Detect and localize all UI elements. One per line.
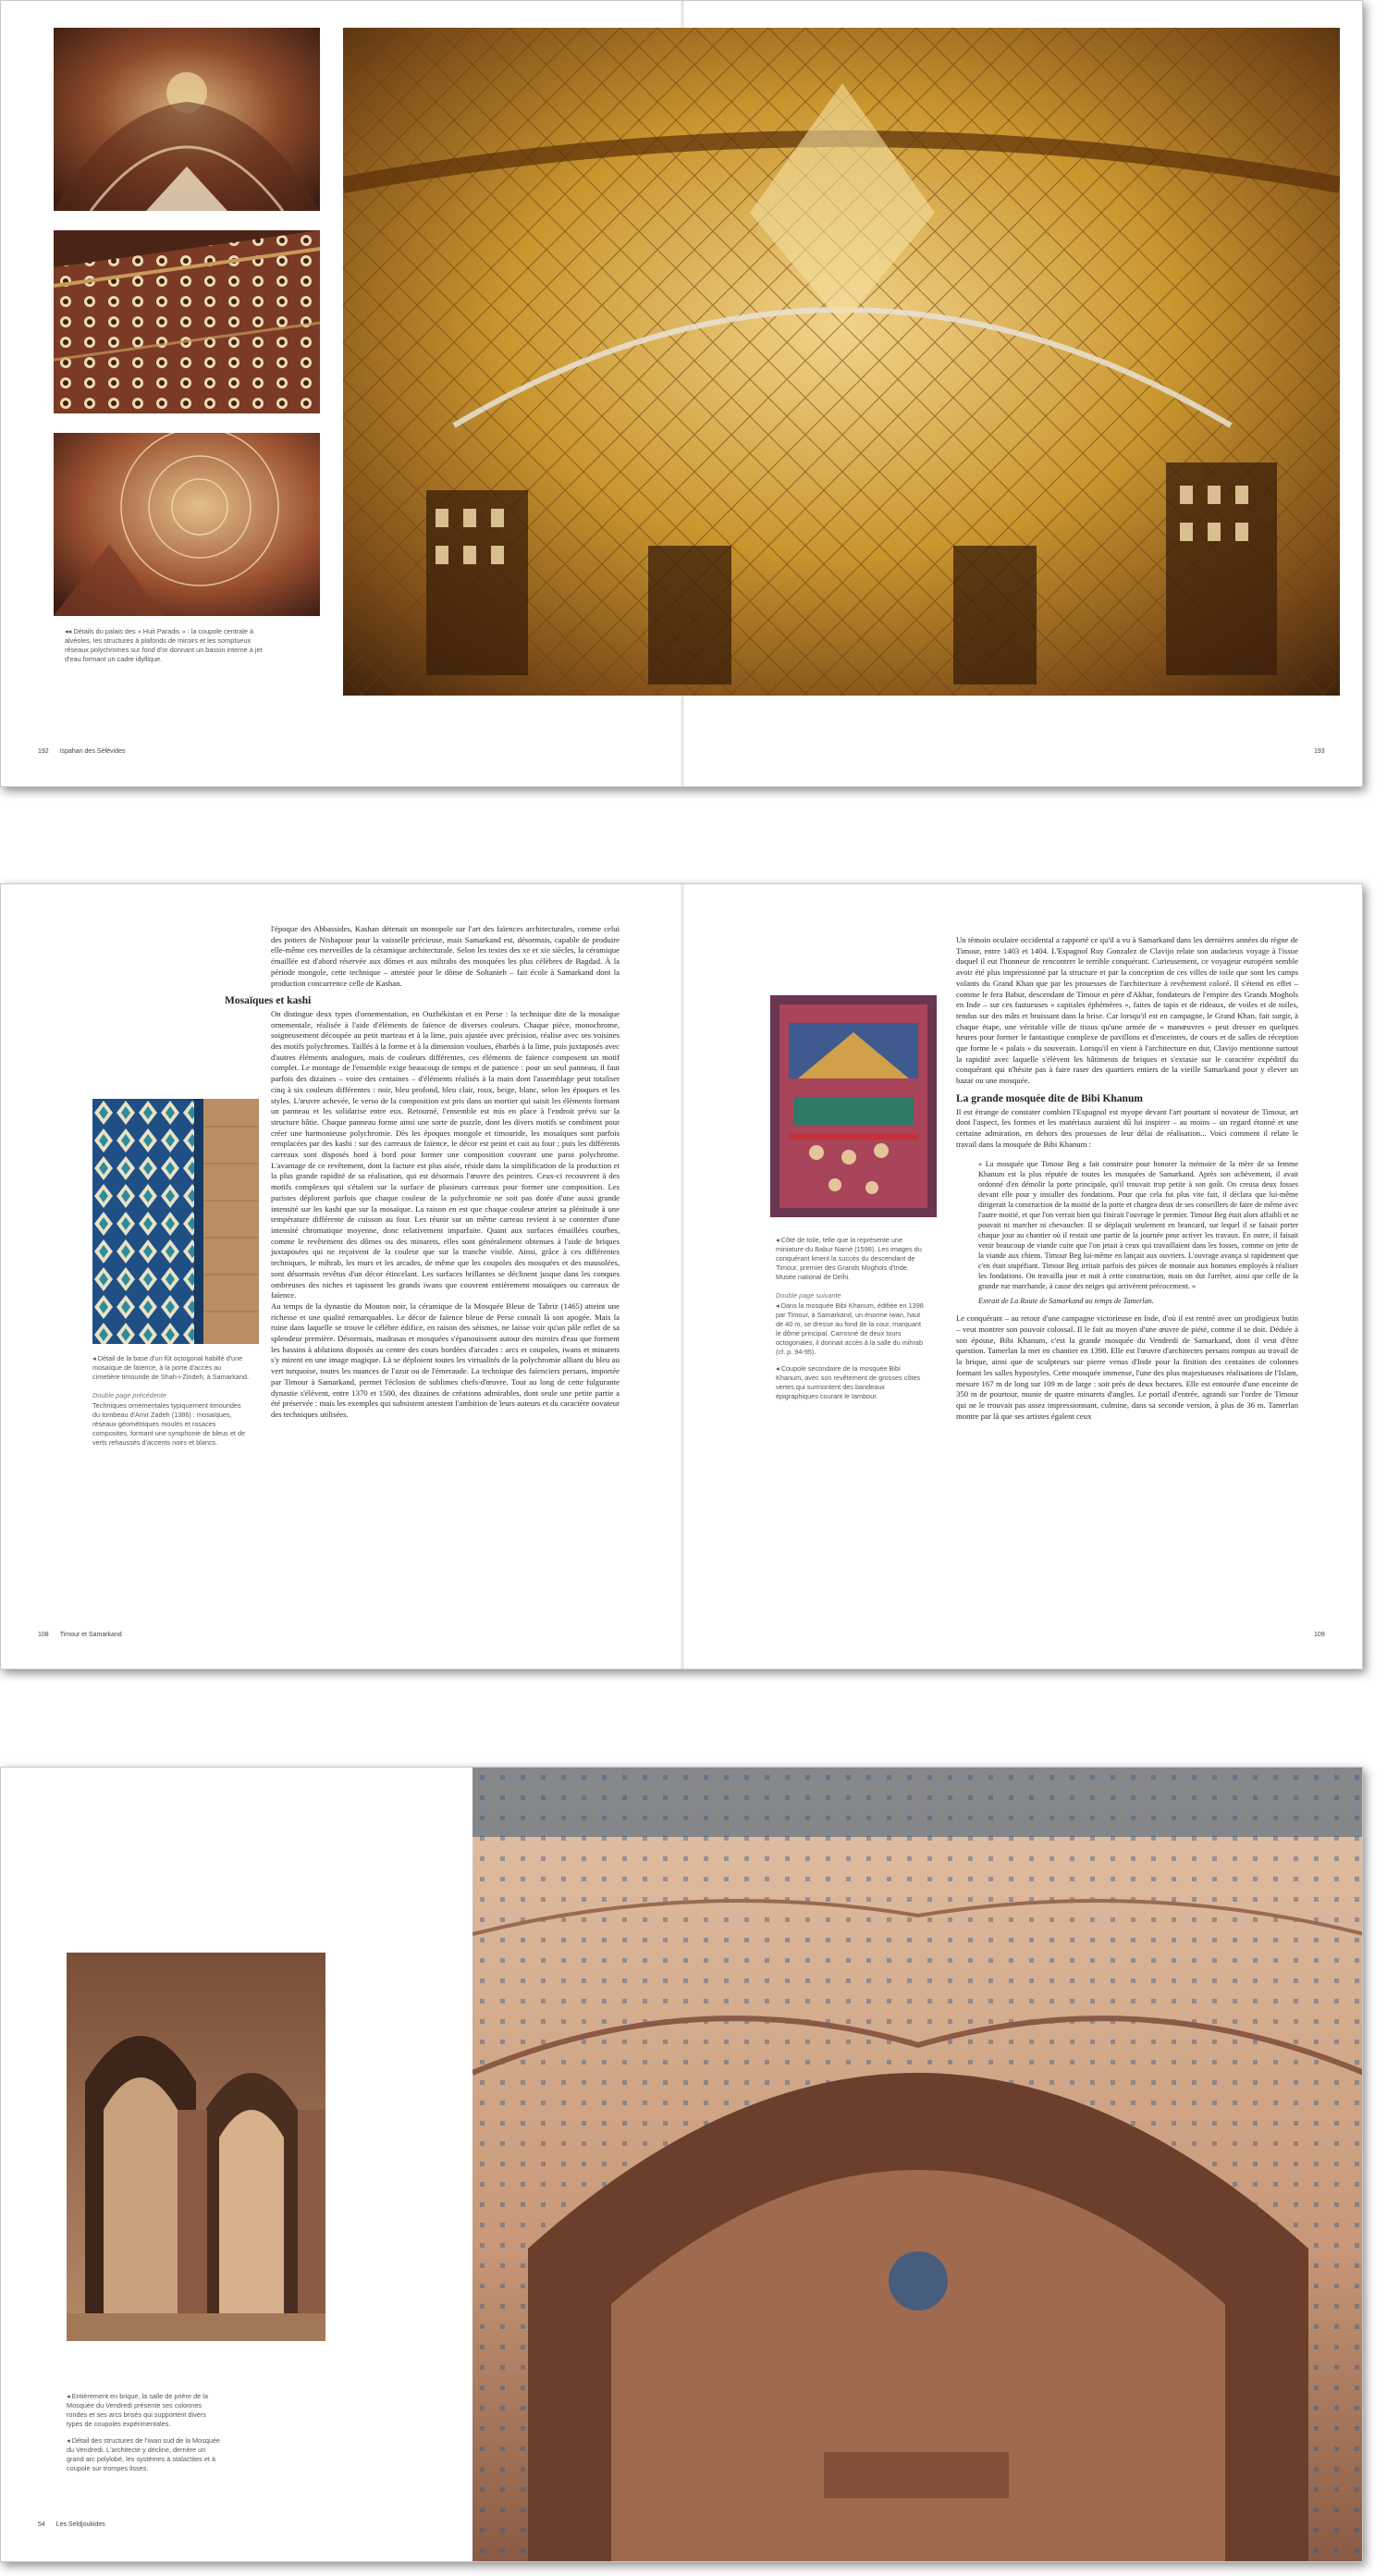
text-column-right [956,935,1298,1422]
photo-octagonal-column [92,1099,259,1344]
quote-text: « La mosquée que Timour Beg a fait construire pour honorer la mémoire de la mère de sa femme Khanum est la plus réputée de toutes les mosquées de Samarkand. Après son achèvement, il avait ordonné d'en démolir la porte principale, qu'il trouvait trop petite à son goût. On creusa deux fosses devant elle pour y installer des fondations. Pour que cela fut plus vite fait, il déclara que lui-même dirigerait la construction de la moitié de la porte et chargea deux de ses conseillers de faire de même avec l'autre moitié, et que l'on verrait bien qui finirait l'ouvrage le premier. Timour Beg était alors affaibli et ne pouvait ni marcher ni chevaucher. Il se déplaçait seulement en brancard, sur lequel il se faisait porter chaque jour au chantier où il restait une partie de la journée pour activer les travaux. En outre, il faisait venir beaucoup de viande cuite que l'on jetait à ceux qui travaillaient dans les fosses, comme on jette de la viande aux chiens. Timour Beg lui-même en lançait aux ouvriers. L'ouvrage avança si rapidement que c'en était stupéfiant. Timour Beg irritait parfois des pièces de monnaie aux hommes employés à réaliser les fondations. On travailla jour et nuit à cette construction, mais on dut l'arrêter, ainsi que celle de la grande rue marchande, à cause des neiges qui arrivèrent précocement. » [978,1160,1298,1291]
text-column-left [225,924,620,1421]
caption-huit-paradis: ◂◂ Détails du palais des « Huit Paradis » : la coupole centrale à alvéoles, les structures à plafonds de miroirs et les somptueux réseaux polychromes sur fond d'or donnant un bassin interne à jet d'eau formant un cadre idyllique. [65,627,263,663]
photo-muqarnas-dome [54,433,320,616]
caption-bibi-khanum-iwan: ◂ Dans la mosquée Bibi Khanum, édifiée en 1398 par Timour, à Samarkand, un énorme iwan, haut de 40 m, se dresse au fond de la cour, marquant le dôme principal. Carrosné de deux tours octogonales, il donnait accès à la salle du mihrab (cf. p. 94-95). [776,1301,924,1356]
folio-left [38,748,126,755]
running-title-left: Les Seldjoukides [55,2521,105,2528]
photo-lattice-ceiling [54,230,320,413]
spread-ispahan [0,0,1363,787]
caption-label-double-page-precedente: Double page précédente [92,1391,166,1399]
caption-iwan-sud: ◂ Détail des structures de l'iwan sud de la Mosquée du Vendredi. L'architecte y décline, derrière un grand arc polylobé, les systèmes à stalactites et à coupole sur trompes lisses. [67,2436,221,2472]
heading-bibi-khanum: La grande mosquée dite de Bibi Khanum [956,1092,1143,1104]
folio-left [38,2521,105,2528]
page-number-left: 54 [38,2521,45,2528]
paragraph-mouton-noir: Au temps de la dynastie du Mouton noir, la céramique de la Mosquée Bleue de Tabriz (1465) atteint une richesse et une qualité remarquables. Le décor de faïence bleue de Perse connaît là son apogée. Mais la ruine dans laquelle se trouve le célèbre édifice, en raison des séismes, ne laisse voir qu'un pâle reflet de sa splendeur première. Désormais, madrasas et mosquées s'épanouissent autour des miroirs d'eau que forment les bassins à ablutions disposés au centre des cours bordées d'arcades : arcs et coupoles, iwans et minarets s'y mirent en une image magique. Là se déploient toutes les virtualités de la polychromie alliant du bleu au vert turquoise, toutes les nuances de l'azur ou de l'émeraude. La technique des faïenciers persans, importée par Timour à Samarkand, permet l'éclosion de sublimes chefs-d'œuvre. Tout au long de cette fulgurante dynastie s'élèvent, entre 1370 et 1500, des dizaines de créations admirables, dont seule une petite partie a été préservée : mais les exemples qui subsistent attestent l'ambition de leurs auteurs et du caractère novateur des techniques utilisées. [271,1300,620,1419]
caption-left-page [67,2392,224,2481]
photo-iwan-sud-vault [473,1768,1363,2562]
caption-octagonal-column: ◂ Détail de la base d'un fût octogonal habillé d'une mosaïque de faïence, à la porte d'accès au cimetière timouride de Shah-i-Zindeh, à Samarkand. [92,1354,250,1381]
blockquote-clavijo [978,1159,1298,1306]
paragraph-conquerant: Le conquérant – au retour d'une campagne victorieuse en Inde, d'où il est rentré avec un prodigieux butin – veut montrer son pouvoir colossal. Il le fait au moyen d'une œuvre de piété, comme il se doit. Dédiée à son épouse, Bibi Khanum, c'est la grande mosquée du Vendredi de Samarkand, dont il veut d'être question. Tamerlan la met en chantier en 1398. Elle est l'œuvre d'architectes persans rompus au travail de la brique, ainsi que de sculpteurs sur pierre venus d'Inde pour la finition des centaines de colonnes formant les salles hypostyles. Cette mosquée immense, l'une des plus majestueuses réalisations de l'Islam, mesure 167 m de long sur 109 m de large : soit près de deux hectares. Elle est entourée d'une enceinte de 350 m de pourtour, munie de quatre minarets d'angles. Le portail d'entrée, agrandi sur l'ordre de Timour qui ne le trouvait pas assez impressionnant, culmine, dans sa seconde version, à plus de 36 m. Tamerlan montre par là que ses artistes égalent ceux [956,1313,1298,1421]
running-title-left: Timour et Samarkand [59,1632,122,1638]
page-number-right: 109 [1314,1632,1325,1638]
caption-salle-de-priere: ◂ Entièrement en brique, la salle de prière de la Mosquée du Vendredi présente ses colonnes rondes et ses arcs brisés qui supportent divers types de coupoles expérimentales. [67,2392,208,2428]
quote-source: Extrait de La Route de Samarkand au temps de Tamerlan. [978,1297,1154,1306]
photo-brick-prayer-hall [67,1953,325,2341]
caption-label-double-page-suivante: Double page suivante [776,1291,841,1300]
caption-babur-namé: ◂ Côté de toile, telle que la représente une miniature du Babur Namé (1598). Les images du conquérant liment la succès du descendant de Timour, premier des Grands Moghols d'Inde. Musée national de Delhi. [776,1236,922,1281]
caption-amir-zadeh: Techniques ornementales typiquement timourides du tombeau d'Amir Zadeh (1386) : mosaïques, réseaux géométriques moulés et rosaces composites, formant une symphonie de bleus et de verts rehaussés d'accents noirs et blancs. [92,1401,246,1447]
page-number-right: 193 [1314,748,1325,755]
caption-middle [776,1236,924,1409]
photo-babur-miniature [770,995,937,1217]
paragraph-espagnol-myope: Il est étrange de constater combien l'Espagnol est myope devant l'art pourtant si novateur de Timour, art dont l'aspect, les formes et les matériaux auraient dû lui inspirer – au moins – un regard étonné et une certaine admiration, en dehors des prouesses de leur délai de réalisation... Voici comment il relate le travail dans la mosquée de Bibi Khanum : [956,1106,1298,1149]
paragraph-intro-kashan: l'époque des Abbassides, Kashan détenait un monopole sur l'art des faïences architecturales, comme celui des potiers de Nishapour pour la vaisselle précieuse, mais Samarkand est, désormais, capable de produire elle-même ces merveilles de la céramique architecturale. Selon les textes des xe et xie siècles, la céramique émaillée est d'abord réservée aux dômes et aux mihrabs des mosquées les plus célèbres de Bagdad. À la période mongole, cette technique – attestée pour le dôme de Soltanieh – fait école à Samarkand dont la production concurrence celle de Kashan. [271,924,620,988]
page-number-left: 108 [38,1632,49,1638]
caption-bibi-khanum-coupole: ◂ Coupole secondaire de la mosquée Bibi Khanum, avec son revêtement de grosses côtes vertes qui surmontent des bandeaux épigraphiques courant le tambour. [776,1364,921,1400]
paragraph-mosaiques: On distingue deux types d'ornementation, en Ouzbékistan et en Perse : la technique dite de la mosaïque ornementale, réalisée à l'aide d'éléments de faïence de diverses couleurs. Chaque pièce, monochrome, soigneusement découpée au petit marteau et à la lime, puis ajustée avec précision, réalise avec ses voisines des motifs polychromes. Taillés à la forme et à la dimension voulues, ébarbés à la lime, puis juxtaposés avec d'autres éléments analogues, mais de couleurs différentes, ces éléments de faïence composent un motif complet. Le montage de l'ensemble exige beaucoup de temps et de patience : pour un seul panneau, il faut parfois des dizaines – voire des centaines – d'éléments réalisés à la main dont l'assemblage peut totaliser cinq à six couleurs différentes : noir, bleu profond, bleu clair, roux, beige, blanc, selon les époques et les styles. L'œuvre achevée, le verso de la composition est pris dans un mortier qui saisit les éléments formant un panneau et les solidarise entre eux. Retourné, l'ensemble est mis en place à l'endroit prévu sur la structure bâtie. Chaque panneau forme ainsi une sorte de puzzle, dont les divers motifs se combinent pour créer une harmonieuse polychromie. Dès les époques mongole et timouride, les mosaïques sont parfois remplacées par des kashi : sur des carreaux de faïence, le décor est peint et cuit au four ; puis les différents carreaux sont disposés bord à bord pour former une composition couvrant une paroi polychrome. L'avantage de ce revêtement, dont la facture est plus aisée, réside dans la simplification de la production et la plus grande rapidité de sa réalisation, qui est désormais l'œuvre des peintres. Ceux-ci recouvrent à des motifs complexes qui s'étalent sur la surface de plusieurs carreaux pour former une composition. Les puristes déplorent parfois que chaque couleur de la polychromie ne soit pas dotée d'une aussi grande intensité sur les kashi que sur la mosaïque. La raison en est que chaque couleur atteint sa plénitude à une température différente de cuisson au four. Les réunir sur un même carreau revient à se contenter d'une intensité chromatique moyenne, donc relativement imparfaite. Quant aux surfaces émaillées courbes, comme le revêtement des dômes ou des minarets, elles sont généralement obtenues à l'aide de briques juxtaposées qui ne reçoivent de la couleur que sur la tranche visible. Ainsi, grâce à ces différentes techniques, le mihrab, les murs et les arcades, de même que les coupoles des mosquées et des mausolées, sont désormais revêtus d'un décor étincelant. Les surfaces brillantes se déclinent jusque dans les conques ombreuses des niches et tapissent les grands iwans que couvrent entièrement mosaïques ou carreaux de faïence. [271,1008,620,1300]
spread-samarkand [0,883,1363,1670]
paragraph-clavijo: Un témoin oculaire occidental a rapporté ce qu'il a vu à Samarkand dans les dernières années du règne de Timour, entre 1403 et 1404. L'Espagnol Ruy Gonzalez de Clavijo relate son audacieux voyage à l'issue duquel il eut l'honneur de rencontrer le terrible conquérant. Curieusement, ce voyageur européen semble avoir été plus impressionné par la structure et par la conception de ces villes de toile que sont les camps volants du Grand Khan que par les prouesses de l'architecture à revêtement coloré. Il s'étend en effet – comme le fera Babur, descendant de Timour et père d'Akbar, fondateurs de l'empire des Grands Moghols en Inde – sur ces fastueuses « capitales éphémères », faites de tapis et de rideaux, de voiles et de toiles, tendus sur des mâts et bruissant dans la brise. Car lorsqu'il est en campagne, le Grand Khan, fait surgir, à chaque étape, une véritable ville de tissus qu'une armée de « manœuvres » peut dresser en quelques heures pour former le fantastique complexe de pavillons et d'enceintes, de cours et de salles de réception que forme le « palais » du souverain. Lorsqu'il en vient à l'architecture en dur, Clavijo mentionne surtout la rapidité avec laquelle s'élèvent les bâtiments de briques et s'extasie sur le caractère expéditif du conquérant qui n'hésite pas à faire raser des quartiers entiers de la vieille Samarkand pour y élever un bazar ou une mosquée. [956,935,1298,1086]
page-gutter [681,884,684,1669]
running-title-left: Ispahan des Séfévides [59,748,126,755]
photo-dome-detail-1 [54,28,320,211]
heading-mosaiques-kashi: Mosaïques et kashi [225,995,312,1007]
folio-left [38,1632,122,1638]
page-number-left: 192 [38,748,49,755]
spread-seldjoukides [0,1767,1363,2562]
photo-golden-muqarnas-vault [343,28,1340,696]
caption-left-page [92,1354,250,1455]
